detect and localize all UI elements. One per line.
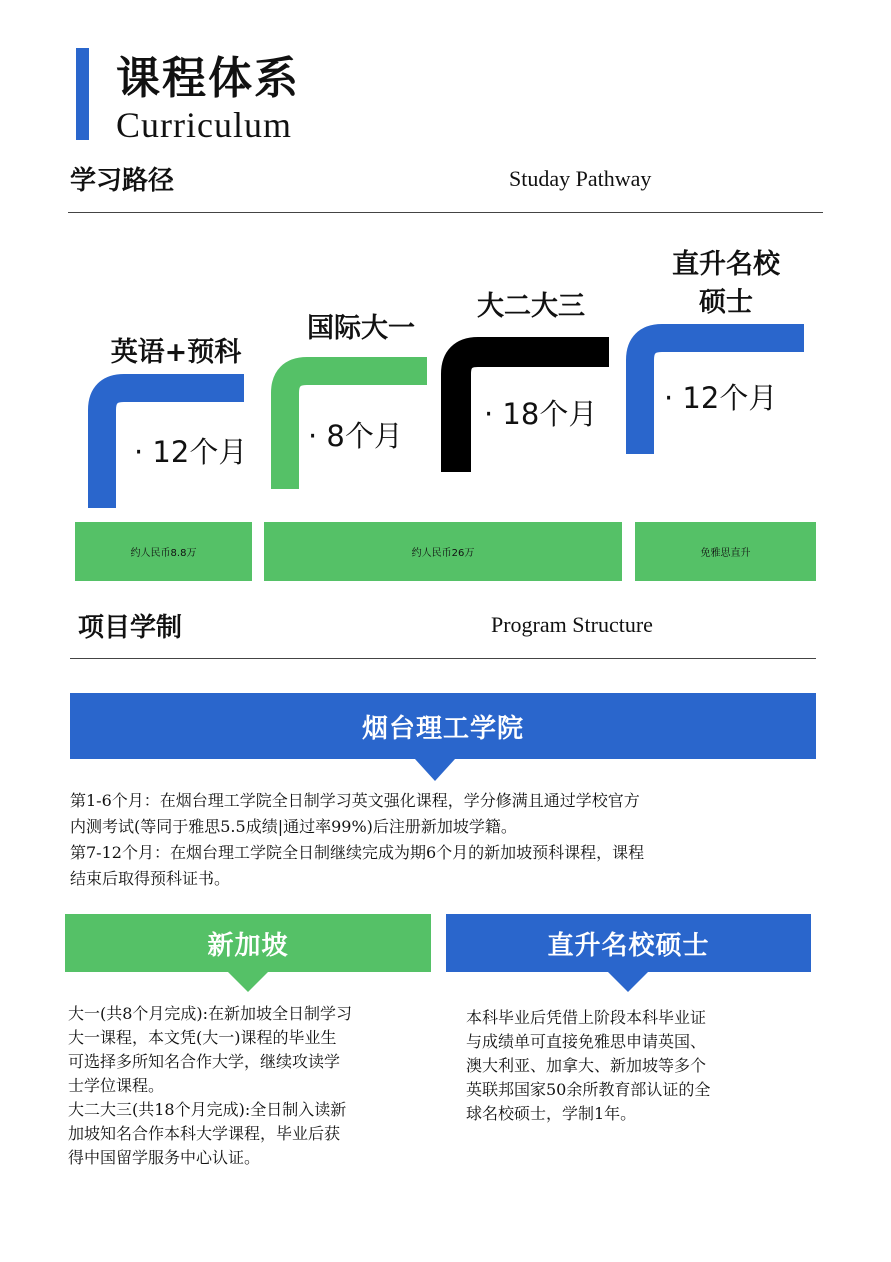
school-description	[70, 788, 820, 892]
singapore-description-line: 加坡知名合作本科大学课程，毕业后获	[68, 1124, 341, 1143]
masters-description-line: 球名校硕士，学制1年。	[466, 1104, 637, 1123]
singapore-banner: 新加坡	[65, 914, 431, 972]
masters-description-line: 与成绩单可直接免雅思申请英国、	[466, 1032, 707, 1051]
pathway-heading-cn: 学习路径	[70, 166, 175, 196]
stage-title-english-foundation: 英语+预科	[110, 337, 242, 368]
singapore-description-line: 士学位课程。	[68, 1076, 165, 1095]
singapore-description	[68, 1002, 438, 1170]
stage-title-masters	[651, 246, 801, 322]
cost-box-1: 约人民币8.8万	[75, 522, 252, 581]
masters-description	[466, 1006, 806, 1126]
page-title-en: Curriculum	[116, 105, 292, 145]
singapore-description-line: 大一课程，本文凭(大一)课程的毕业生	[68, 1028, 337, 1047]
stage-title-masters-line1: 直升名校	[672, 249, 780, 280]
structure-heading-cn: 项目学制	[78, 613, 183, 643]
singapore-description-line: 大二大三(共18个月完成):全日制入读新	[68, 1100, 347, 1119]
school-description-line: 第1-6个月：在烟台理工学院全日制学习英文强化课程，学分修满且通过学校官方	[70, 791, 640, 810]
stage-title-masters-line2: 硕士	[699, 287, 753, 318]
masters-description-line: 本科毕业后凭借上阶段本科毕业证	[466, 1008, 707, 1027]
pathway-divider	[68, 212, 823, 213]
school-description-line: 结束后取得预科证书。	[70, 869, 231, 888]
cost-box-3: 免雅思直升	[635, 522, 816, 581]
masters-banner: 直升名校硕士	[446, 914, 811, 972]
masters-banner-pointer	[608, 972, 648, 992]
stage-duration-2: · 8个月	[308, 419, 403, 453]
stage-duration-3: · 18个月	[484, 397, 598, 431]
singapore-description-line: 大一(共8个月完成):在新加坡全日制学习	[68, 1004, 353, 1023]
singapore-banner-pointer	[228, 972, 268, 992]
header-accent-bar	[76, 48, 89, 140]
school-description-line: 第7-12个月：在烟台理工学院全日制继续完成为期6个月的新加坡预科课程，课程	[70, 843, 645, 862]
pathway-heading-en: Studay Pathway	[509, 166, 652, 191]
school-banner-pointer	[415, 759, 455, 781]
masters-description-line: 英联邦国家50余所教育部认证的全	[466, 1080, 711, 1099]
structure-heading-en: Program Structure	[491, 612, 653, 637]
stage-duration-4: · 12个月	[664, 381, 778, 415]
school-description-line: 内测考试(等同于雅思5.5成绩|通过率99%)后注册新加坡学籍。	[70, 817, 517, 836]
stage-title-year2-year3: 大二大三	[477, 291, 585, 322]
stage-title-international-year1: 国际大一	[307, 313, 415, 344]
structure-divider	[70, 658, 816, 659]
singapore-description-line: 得中国留学服务中心认证。	[68, 1148, 261, 1167]
cost-box-2: 约人民币26万	[264, 522, 622, 581]
page-title-cn: 课程体系	[116, 53, 300, 104]
singapore-description-line: 可选择多所知名合作大学，继续攻读学	[68, 1052, 341, 1071]
school-banner: 烟台理工学院	[70, 693, 816, 759]
stage-duration-1: · 12个月	[134, 435, 248, 469]
masters-description-line: 澳大利亚、加拿大、新加坡等多个	[466, 1056, 707, 1075]
